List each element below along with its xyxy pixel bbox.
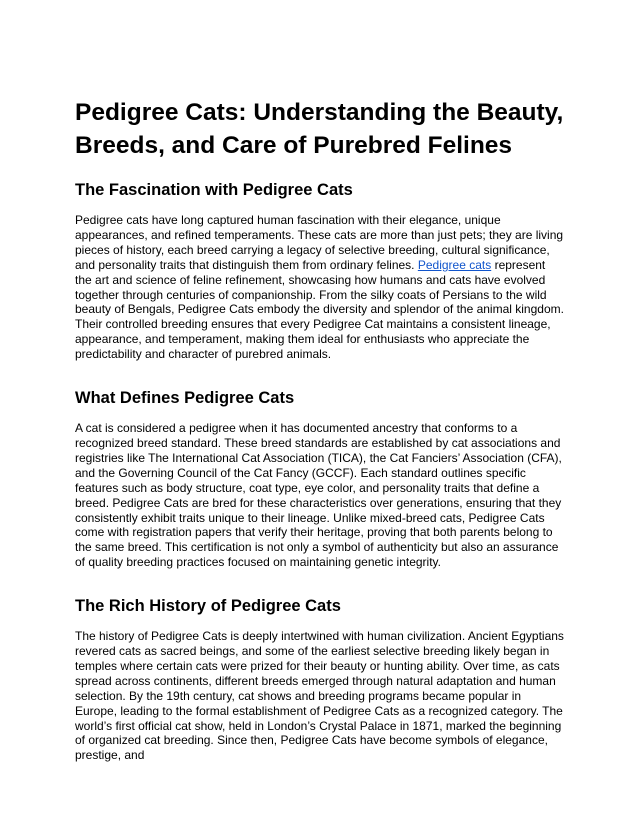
paragraph-fascination [75,213,565,362]
document-title: Pedigree Cats: Understanding the Beauty, Breeds, and Care of Purebred Felines [75,99,564,159]
heading-rich-history: The Rich History of Pedigree Cats [75,597,341,616]
heading-fascination: The Fascination with Pedigree Cats [75,181,353,199]
paragraph-text-after-link: represent the art and science of feline refinement, showcasing how humans and cats have evolved together through centuries of companionship. From the silky coats of Persians to the wild beauty of Bengals, Pedigree Cats embody the diversity and splendor of the animal kingdom. Their controlled breeding ensures that every Pedigree Cat maintains a consistent lineage, appearance, and temperament, making them ideal for enthusiasts who appreciate the predictability and character of purebred animals. [75,257,564,362]
section-fascination [75,180,565,362]
paragraph-what-defines: A cat is considered a pedigree when it has documented ancestry that conforms to a recognized breed standard. These breed standards are established by cat associations and registries like The International Cat Association (TICA), the Cat Fanciers’ Association (CFA), and the Governing Council of the Cat Fancy (GCCF). Each standard outlines specific features such as body structure, coat type, eye color, and personality traits that define a breed. Pedigree Cats are bred for these characteristics over generations, ensuring that they consistently exhibit traits unique to their lineage. Unlike mixed-breed cats, Pedigree Cats come with registration papers that verify their heritage, proving that both parents belong to the same breed. This certification is not only a symbol of authenticity but also an assurance of quality breeding practices focused on maintaining genetic integrity. [75,421,562,570]
heading-what-defines: What Defines Pedigree Cats [75,389,295,408]
pedigree-cats-link[interactable]: Pedigree cats [417,257,492,272]
paragraph-text-before-link: Pedigree cats have long captured human fascination with their elegance, unique appearances, and refined temperaments. These cats are more than just pets; they are living pieces of history, each breed carrying a legacy of selective breeding, cultural significance, and personality traits that distinguish them from ordinary felines. [75,213,564,272]
section-what-defines [75,388,565,570]
paragraph-rich-history: The history of Pedigree Cats is deeply intertwined with human civilization. Ancient Egyptians revered cats as sacred beings, and some of the earliest selective breeding likely began in temples where certain cats were prized for their beauty or hunting ability. Over time, as cats spread across continents, different breeds emerged through natural adaptation and human selection. By the 19th century, cat shows and breeding programs became popular in Europe, leading to the formal establishment of Pedigree Cats as a recognized category. The world’s first official cat show, held in London’s Crystal Palace in 1871, marked the beginning of organized cat breeding. Since then, Pedigree Cats have become symbols of elegance, prestige, and [75,629,564,763]
section-rich-history [75,596,565,763]
